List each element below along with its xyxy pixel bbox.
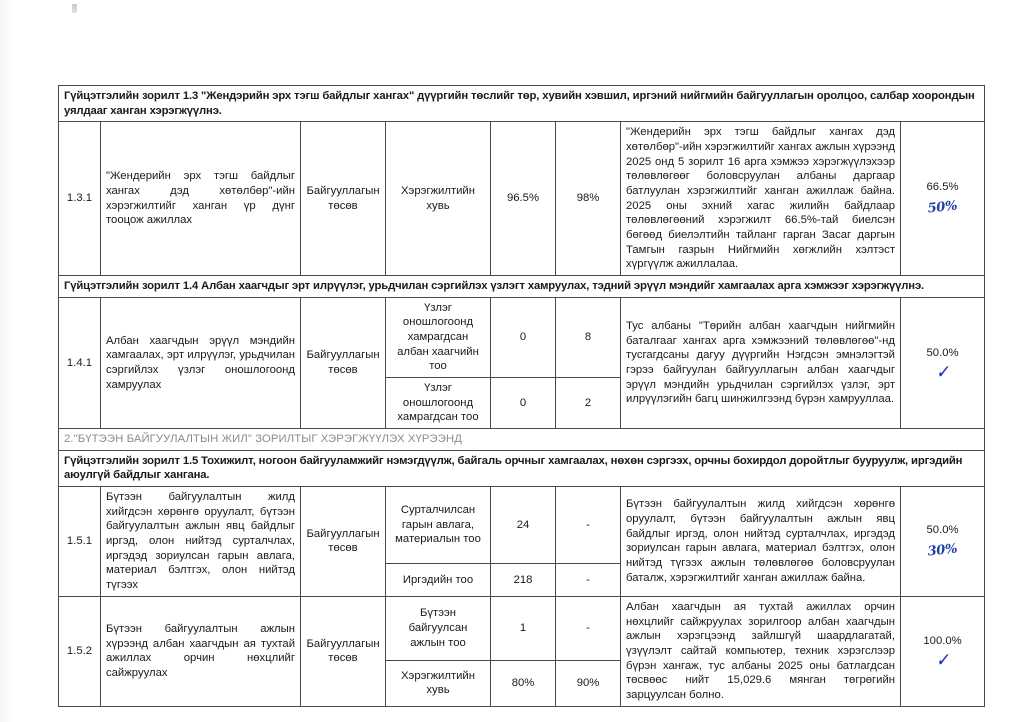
row-indicator-152-b: Хэрэгжилтийн хувь (386, 660, 491, 706)
row-baseline-151-b: 218 (491, 564, 556, 597)
row-objective-131: "Жендерийн эрх тэгш байдлыг хангах дэд хөтөлбөр"-ийн хэрэгжилтийг ханган үр дүнг тооцож ажиллах (101, 122, 301, 276)
section-heading-15: Гүйцэтгэлийн зорилт 1.5 Тохижилт, ногоон байгууламжийг нэмэгдүүлж, байгаль орчныг хамгаалах, нөхөн сэргээх, орчны бохирдол доройтлыг бууруулж, иргэдийн аюулгүй байдлыг хангана. (59, 450, 985, 486)
section-heading-13: Гүйцэтгэлийн зорилт 1.3 "Жендэрийн эрх тэгш байдлыг хангах" дүүргийн төслийг төр, хувийн хэвшил, иргэний нийгмийн байгууллагын оролцоо, салбар хоорондын уялдааг ханган хэрэгжүүлнэ. (59, 86, 985, 122)
table-row (59, 596, 985, 660)
row-result-131: "Жендерийн эрх тэгш байдлыг хангах дэд хөтөлбөр"-ийн хэрэгжилтийг хангах ажлын хүрээнд 2025 онд 5 зорилт 16 арга хэмжээ хэрэгжүүлэхээр төлөвлөгөөг боловсруулан албаны даргаар батлуулан хэрэгжилтийг ханган ажиллаж байна. 2025 оны эхний хагас жилийн байдлаар төлөвлөгөөний хэрэгжилт 66.5%-тай биелсэн бөгөөд биелэлтийн тайланг гарган Засаг даргын Тамгын газрын Нийгмийн хөгжлийн хэлтэст хүргүүлж ажиллалаа. (621, 122, 901, 276)
section-heading-14: Гүйцэтгэлийн зорилт 1.4 Албан хаагчдыг эрт илрүүлэг, урьдчилан сэргийлэх үзлэгт хамруулах, тэдний эрүүл мэндийг хамгаалах арга хэмжээг хэрэгжүүлнэ. (59, 276, 985, 298)
handwritten-annotation-151: 30% (926, 541, 958, 560)
row-funding-152: Байгууллагын төсөв (301, 596, 386, 706)
row-result-152: Албан хаагчдын ая тухтай ажиллах орчин нөхцлийг сайжруулах зорилгоор албан хаагчдын ажлын хэрэгцээнд зайлшгүй шаардлагатай, үзүүлэлт сайтай компьютер, техник хэрэгслээр бүрэн хангаж, тус албаны 2025 оны батлагдсан төсвөөс нийт 15,029.6 мянган төгрөгийн зарцуулсан болно. (621, 596, 901, 706)
row-target-151-a: - (556, 487, 621, 564)
row-objective-141: Албан хаагчдын эрүүл мэндийн хамгаалах, эрт илрүүлэг, урьдчилан сэргийлэх үзлэг оношлогоонд хамруулах (101, 297, 301, 428)
row-baseline-131: 96.5% (491, 122, 556, 276)
row-indicator-141-b: Үзлэг оношлогоонд хамрагдсан тоо (386, 378, 491, 429)
performance-report-table (58, 85, 985, 707)
row-target-141-a: 8 (556, 297, 621, 377)
row-objective-151: Бүтээн байгуулалтын жилд хийгдсэн хөрөнгө оруулалт, бүтээн байгуулалтын ажлын явц байдлыг иргэд, олон нийтэд сурталчлах, иргэдэд зориулсан гарын авлага, материал бэлтгэх, олон нийтэд түгээх (101, 487, 301, 597)
row-indicator-152-a: Бүтээн байгуулсан ажлын тоо (386, 596, 491, 660)
row-baseline-152-b: 80% (491, 660, 556, 706)
handwritten-annotation-131: 50% (926, 198, 958, 217)
handwritten-checkmark-141: ✓ (935, 361, 950, 382)
section-header-row-13 (59, 86, 985, 122)
row-result-141: Тус албаны "Төрийн албан хаагчдын нийгмийн баталгааг хангах арга хэмжээний төлөвлөгөө"-нд тусгагдсаны дагуу дүүргийн Нэгдсэн эмнэлэгтэй гэрээ байгуулан байгууллагын албан хаагчдыг эрүүл мэндийн урьдчилан сэргийлэх үзлэг, эрт илрүүлэгийн багц шинжилгээнд бүрэн хамрууллаа. (621, 297, 901, 428)
row-percent-cell-141 (901, 297, 985, 428)
table-row (59, 122, 985, 276)
row-target-131: 98% (556, 122, 621, 276)
row-id-141: 1.4.1 (59, 297, 101, 428)
row-baseline-151-a: 24 (491, 487, 556, 564)
row-id-152: 1.5.2 (59, 596, 101, 706)
table-row (59, 297, 985, 377)
row-funding-141: Байгууллагын төсөв (301, 297, 386, 428)
table-row (59, 487, 985, 564)
section-header-row-2-grey (59, 429, 985, 451)
scan-edge-artifact (0, 0, 14, 722)
row-id-131: 1.3.1 (59, 122, 101, 276)
row-percent-cell-152 (901, 596, 985, 706)
row-percent-152: 100.0% (923, 635, 962, 648)
row-target-152-a: - (556, 596, 621, 660)
row-target-151-b: - (556, 564, 621, 597)
row-target-141-b: 2 (556, 378, 621, 429)
row-percent-cell-131 (901, 122, 985, 276)
section-header-row-14 (59, 276, 985, 298)
row-funding-151: Байгууллагын төсөв (301, 487, 386, 597)
row-indicator-131: Хэрэгжилтийн хувь (386, 122, 491, 276)
row-percent-cell-151 (901, 487, 985, 597)
row-percent-151: 50.0% (926, 524, 959, 537)
row-indicator-141-a: Үзлэг оношлогоонд хамрагдсан албан хаагчийн тоо (386, 297, 491, 377)
section-header-row-15 (59, 450, 985, 486)
row-percent-141: 50.0% (926, 347, 959, 360)
section-heading-2: 2."БҮТЭЭН БАЙГУУЛАЛТЫН ЖИЛ" ЗОРИЛТЫГ ХЭРЭГЖҮҮЛЭХ ХҮРЭЭНД (59, 429, 985, 451)
row-objective-152: Бүтээн байгуулалтын ажлын хүрээнд албан хаагчдын ая тухтай ажиллах орчин нөхцлийг сайжруулах (101, 596, 301, 706)
handwritten-checkmark-152: ✓ (935, 649, 950, 671)
row-baseline-141-a: 0 (491, 297, 556, 377)
row-baseline-141-b: 0 (491, 378, 556, 429)
row-indicator-151-b: Иргэдийн тоо (386, 564, 491, 597)
row-funding-131: Байгууллагын төсөв (301, 122, 386, 276)
row-id-151: 1.5.1 (59, 487, 101, 597)
row-baseline-152-a: 1 (491, 596, 556, 660)
row-indicator-151-a: Сурталчилсан гарын авлага, материалын тоо (386, 487, 491, 564)
row-result-151: Бүтээн байгуулалтын жилд хийгдсэн хөрөнгө оруулалт, бүтээн байгуулалтын ажлын явц байдлыг иргэд, олон нийтэд сурталчлах, иргэдэд зориулсан гарын авлага, материал бэлтгэх, олон нийтэд түгээх ажлын төлөвлөгөө боловсруулан баталж, хэрэгжилтийг ханган ажиллаж байна. (621, 487, 901, 597)
row-target-152-b: 90% (556, 660, 621, 706)
scan-speckle-artifact (72, 4, 77, 13)
row-percent-131: 66.5% (926, 181, 959, 194)
